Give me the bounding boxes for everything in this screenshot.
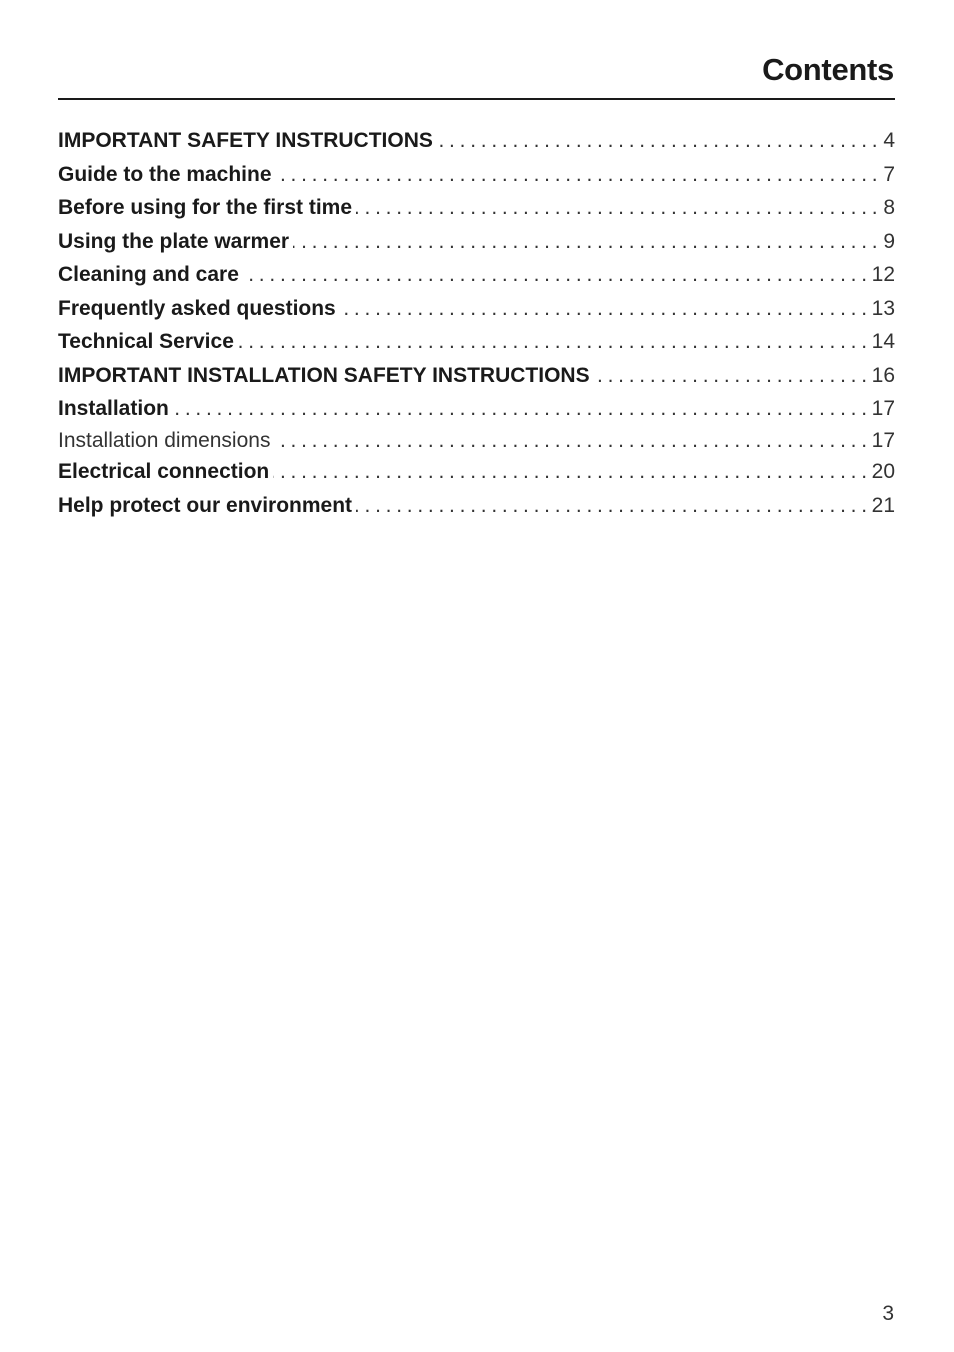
dot-leader [58, 392, 895, 426]
toc-subentry-page: 17 [868, 426, 895, 456]
toc-entry-label: IMPORTANT SAFETY INSTRUCTIONS [58, 129, 437, 152]
toc-entry-label: Frequently asked questions [58, 297, 340, 320]
toc-entry-page: 20 [868, 455, 895, 489]
toc-subentry[interactable] [58, 426, 895, 456]
toc-entry-label: Cleaning and care [58, 263, 243, 286]
toc-entry-page: 17 [868, 392, 895, 426]
toc-entry-page: 12 [868, 258, 895, 292]
toc-entry[interactable] [58, 455, 895, 489]
toc-entry[interactable] [58, 191, 895, 225]
toc-entry-label: Technical Service [58, 330, 238, 353]
toc-entry[interactable] [58, 489, 895, 523]
toc-entry[interactable] [58, 292, 895, 326]
toc-entry-page: 9 [879, 225, 895, 259]
toc-entry-label: Electrical connection [58, 460, 273, 483]
toc-entry-label: Help protect our environment [58, 494, 356, 517]
toc-entry-label: IMPORTANT INSTALLATION SAFETY INSTRUCTIONS [58, 364, 594, 387]
page-number: 3 [882, 1302, 894, 1325]
toc-entry-page: 14 [868, 325, 895, 359]
toc-entry-page: 7 [879, 158, 895, 192]
toc-entry[interactable] [58, 158, 895, 192]
toc-entry-label: Before using for the first time [58, 196, 356, 219]
toc-entry-label: Installation [58, 397, 173, 420]
page-title: Contents [762, 52, 894, 87]
toc-entry[interactable] [58, 225, 895, 259]
toc-entry[interactable] [58, 359, 895, 393]
toc-entry-label: Guide to the machine [58, 163, 276, 186]
toc-entry-page: 21 [868, 489, 895, 523]
toc-entry[interactable] [58, 325, 895, 359]
toc-entry[interactable] [58, 124, 895, 158]
toc-entry-page: 13 [868, 292, 895, 326]
toc-entry-label: Using the plate warmer [58, 230, 293, 253]
title-divider [58, 98, 895, 100]
table-of-contents [58, 124, 895, 523]
toc-entry-page: 8 [879, 191, 895, 225]
toc-entry-page: 4 [879, 124, 895, 158]
toc-entry[interactable] [58, 258, 895, 292]
toc-entry-page: 16 [868, 359, 895, 393]
toc-entry[interactable] [58, 392, 895, 426]
toc-subentry-label: Installation dimensions [58, 429, 274, 452]
